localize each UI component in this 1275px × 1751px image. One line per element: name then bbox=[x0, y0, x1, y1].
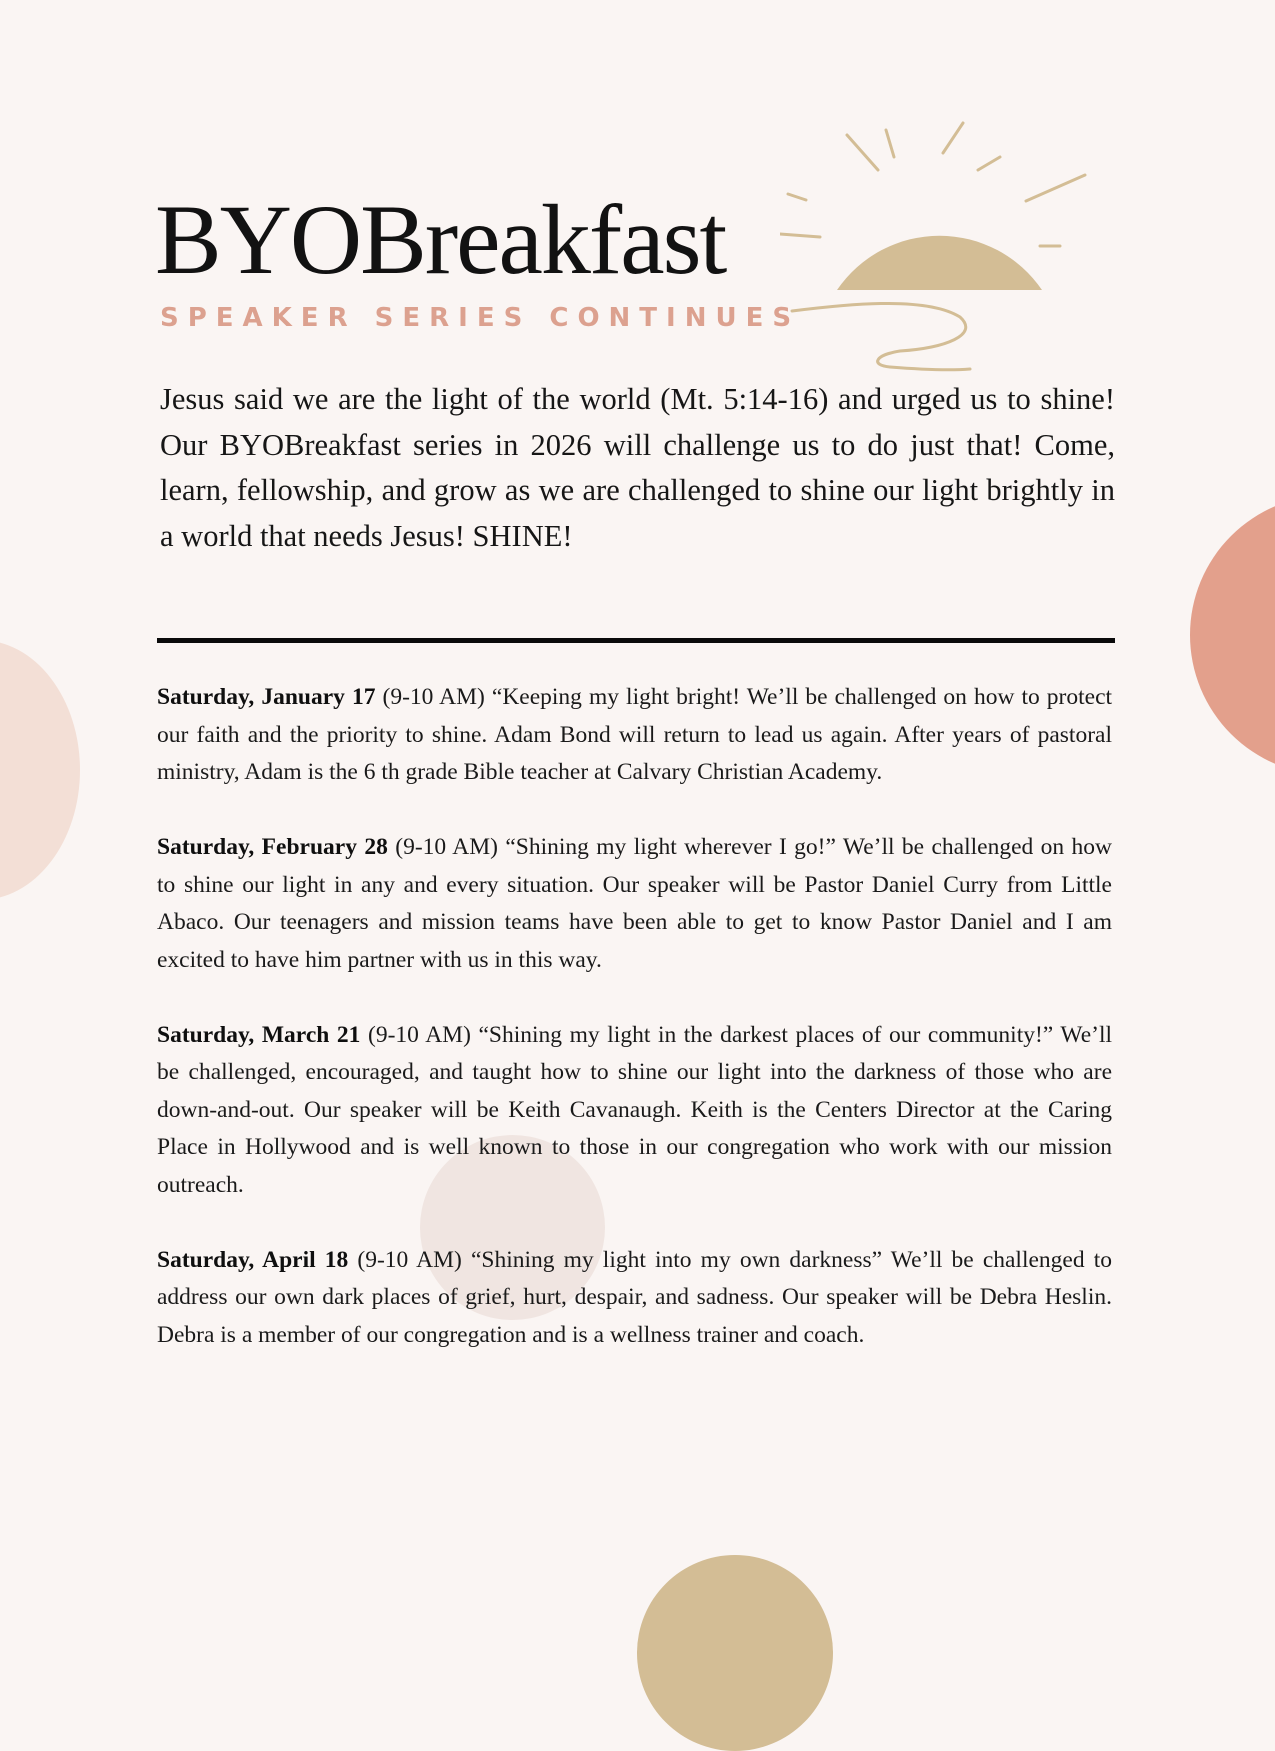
section-divider bbox=[157, 638, 1115, 643]
event-description: “Shining my light in the darkest places of our community!” We’ll be challenged, encouraged, and taught how to shine our light into the darkness of those who are down-and-out. Our speaker will be Keith Cavanaugh. Keith is the Centers Director at the Caring Place in Hollywood and is well known to those in our congregation who work with our mission outreach. bbox=[157, 1021, 1113, 1198]
decorative-circle-right bbox=[1190, 495, 1275, 775]
event-january bbox=[157, 679, 1112, 792]
event-march bbox=[157, 1017, 1112, 1205]
event-time: (9-10 AM) bbox=[368, 1021, 471, 1048]
decorative-circle-bottom bbox=[637, 1555, 833, 1751]
event-date: Saturday, February 28 bbox=[157, 834, 388, 860]
event-description: “Shining my light into my own darkness” We’ll be challenged to address our own dark places of grief, hurt, despair, and sadness. Our speaker will be Debra Heslin. Debra is a member of our congregation and is a wellness trainer and coach. bbox=[157, 1246, 1112, 1348]
event-description: “Keeping my light bright! We’ll be challenged on how to protect our faith and the priority to shine. Adam Bond will return to lead us again. After years of pastoral ministry, Adam is the 6 th grade Bible teacher at Calvary Christian Academy. bbox=[157, 684, 1113, 785]
event-time: (9-10 AM) bbox=[382, 684, 485, 710]
event-list bbox=[157, 679, 1112, 1392]
sun-icon bbox=[780, 115, 1160, 405]
event-time: (9-10 AM) bbox=[395, 834, 498, 860]
page-title: BYOBreakfast bbox=[155, 184, 726, 295]
event-date: Saturday, March 21 bbox=[157, 1021, 361, 1048]
event-description: “Shining my light wherever I go!” We’ll be challenged on how to shine our light in any and every situation. Our speaker will be Pastor Daniel Curry from Little Abaco. Our teenagers and mission teams have been able to get to know Pastor Daniel and I am excited to have him partner with us in this way. bbox=[157, 834, 1112, 973]
page-subtitle: SPEAKER SERIES CONTINUES bbox=[160, 303, 801, 333]
event-april bbox=[157, 1242, 1112, 1355]
event-time: (9-10 AM) bbox=[357, 1246, 462, 1273]
decorative-circle-left bbox=[0, 640, 80, 900]
event-february bbox=[157, 829, 1112, 979]
event-date: Saturday, January 17 bbox=[157, 684, 376, 710]
intro-paragraph: Jesus said we are the light of the world (Mt. 5:14-16) and urged us to shine! Our BYOBreakfast series in 2026 will challenge us to do just that! Come, learn, fellowship, and grow as we are challenged to shine our light brightly in a world that needs Jesus! SHINE! bbox=[160, 382, 1115, 553]
event-date: Saturday, April 18 bbox=[157, 1246, 349, 1273]
